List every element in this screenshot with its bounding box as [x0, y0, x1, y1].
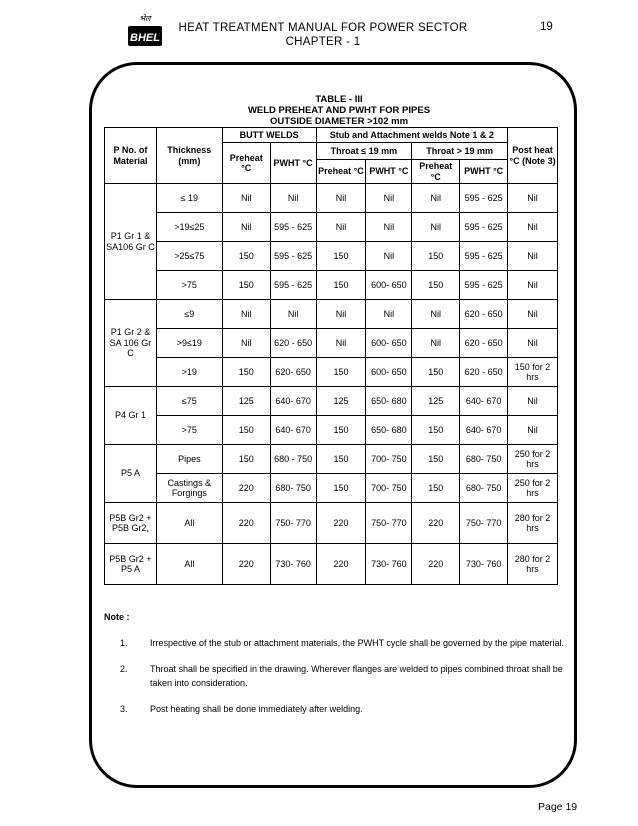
value-cell: 150	[222, 445, 270, 474]
value-cell: 600- 650	[366, 358, 412, 387]
value-cell: 620- 650	[270, 358, 316, 387]
value-cell: 650- 680	[366, 416, 412, 445]
table-row	[105, 445, 558, 474]
table-row	[105, 544, 558, 585]
material-cell: P1 Gr 1 & SA106 Gr C	[105, 184, 157, 300]
value-cell: Nil	[316, 184, 366, 213]
material-cell: P4 Gr 1	[105, 387, 157, 445]
value-cell: Nil	[508, 300, 558, 329]
value-cell: 220	[412, 503, 460, 544]
value-cell: Nil	[366, 300, 412, 329]
thickness-cell: All	[156, 544, 222, 585]
value-cell: 150	[316, 242, 366, 271]
thickness-cell: >25≤75	[156, 242, 222, 271]
footer-page-label: Page 19	[538, 801, 578, 813]
table-row	[105, 184, 558, 213]
table-row	[105, 503, 558, 544]
value-cell: 595 - 625	[460, 213, 508, 242]
value-cell: 150	[412, 474, 460, 503]
value-cell: Nil	[366, 213, 412, 242]
value-cell: 680- 750	[460, 474, 508, 503]
value-cell: 595 - 625	[270, 271, 316, 300]
table-row	[105, 213, 558, 242]
thickness-cell: ≤75	[156, 387, 222, 416]
value-cell: Nil	[222, 213, 270, 242]
value-cell: Nil	[222, 329, 270, 358]
header-title	[168, 21, 478, 49]
header-butt-preheat: Preheat °C	[222, 143, 270, 184]
value-cell: 595 - 625	[460, 271, 508, 300]
value-cell: 640- 670	[270, 387, 316, 416]
value-cell: 595 - 625	[270, 213, 316, 242]
value-cell: 595 - 625	[270, 242, 316, 271]
value-cell: 150	[222, 416, 270, 445]
thickness-cell: Pipes	[156, 445, 222, 474]
value-cell: Nil	[222, 184, 270, 213]
note-item-2	[104, 662, 574, 690]
note-number: 1.	[120, 638, 128, 648]
thickness-cell: >19	[156, 358, 222, 387]
value-cell: Nil	[222, 300, 270, 329]
value-cell: 595 - 625	[460, 184, 508, 213]
table-row	[105, 300, 558, 329]
value-cell: 220	[316, 544, 366, 585]
value-cell: 600- 650	[366, 329, 412, 358]
material-cell: P5B Gr2 + P5 A	[105, 544, 157, 585]
value-cell: 150	[316, 445, 366, 474]
header-page-number: 19	[540, 21, 553, 33]
value-cell: Nil	[316, 300, 366, 329]
header-stub-gt-preheat: Preheat °C	[412, 160, 460, 184]
thickness-cell: >9≤19	[156, 329, 222, 358]
value-cell: 150	[316, 416, 366, 445]
value-cell: Nil	[316, 329, 366, 358]
note-text: Irrespective of the stub or attachment materials, the PWHT cycle shall be governed by the pipe material.	[150, 638, 565, 648]
header-butt-pwht: PWHT °C	[270, 143, 316, 184]
header-post-heat: Post heat °C (Note 3)	[508, 128, 558, 184]
value-cell: 620 - 650	[460, 329, 508, 358]
table-row	[105, 329, 558, 358]
value-cell: Nil	[366, 184, 412, 213]
logo-text: BHEL	[130, 32, 160, 44]
value-cell: 620 - 650	[460, 300, 508, 329]
value-cell: 250 for 2 hrs	[508, 445, 558, 474]
table-row	[105, 358, 558, 387]
value-cell: Nil	[316, 213, 366, 242]
header-pno: P No. of Material	[105, 128, 157, 184]
note-text: Throat shall be specified in the drawing. Wherever flanges are welded to pipes combined throat shall be taken into consideration.	[150, 664, 563, 688]
value-cell: 220	[412, 544, 460, 585]
table-body	[105, 184, 558, 585]
value-cell: 220	[316, 503, 366, 544]
note-item-3	[104, 702, 574, 716]
value-cell: Nil	[508, 184, 558, 213]
header-title-line2: CHAPTER - 1	[285, 36, 361, 48]
thickness-cell: >75	[156, 416, 222, 445]
value-cell: Nil	[270, 300, 316, 329]
value-cell: 730- 760	[366, 544, 412, 585]
material-cell: P1 Gr 2 & SA 106 Gr C	[105, 300, 157, 387]
header-throat-le19: Throat ≤ 19 mm	[316, 143, 412, 160]
value-cell: Nil	[508, 213, 558, 242]
header-throat-gt19: Throat > 19 mm	[412, 143, 508, 160]
value-cell: 280 for 2 hrs	[508, 544, 558, 585]
value-cell: 150	[412, 358, 460, 387]
value-cell: Nil	[508, 329, 558, 358]
thickness-cell: ≤9	[156, 300, 222, 329]
value-cell: 125	[222, 387, 270, 416]
value-cell: Nil	[508, 271, 558, 300]
value-cell: 220	[222, 544, 270, 585]
value-cell: Nil	[412, 213, 460, 242]
table-title-line3: OUTSIDE DIAMETER >102 mm	[269, 116, 409, 127]
value-cell: 150	[412, 242, 460, 271]
note-number: 3.	[120, 704, 128, 714]
value-cell: 125	[316, 387, 366, 416]
header-stub-welds: Stub and Attachment welds Note 1 & 2	[316, 128, 508, 143]
header-stub-gt-pwht: PWHT °C	[460, 160, 508, 184]
value-cell: 150	[222, 242, 270, 271]
value-cell: 620 - 650	[460, 358, 508, 387]
value-cell: 640- 670	[460, 416, 508, 445]
value-cell: 220	[222, 474, 270, 503]
note-number: 2.	[120, 664, 128, 674]
value-cell: 280 for 2 hrs	[508, 503, 558, 544]
value-cell: Nil	[412, 300, 460, 329]
value-cell: 595 - 625	[460, 242, 508, 271]
header-butt-welds: BUTT WELDS	[222, 128, 316, 143]
value-cell: Nil	[366, 242, 412, 271]
company-logo	[125, 12, 165, 48]
thickness-cell: >75	[156, 271, 222, 300]
thickness-cell: >19≤25	[156, 213, 222, 242]
value-cell: 250 for 2 hrs	[508, 474, 558, 503]
value-cell: 220	[222, 503, 270, 544]
table-row	[105, 416, 558, 445]
value-cell: 150	[412, 416, 460, 445]
value-cell: Nil	[270, 184, 316, 213]
notes-section	[104, 610, 574, 716]
value-cell: 150 for 2 hrs	[508, 358, 558, 387]
value-cell: 150	[316, 358, 366, 387]
value-cell: 125	[412, 387, 460, 416]
value-cell: 700- 750	[366, 474, 412, 503]
value-cell: 680 - 750	[270, 445, 316, 474]
value-cell: 750- 770	[460, 503, 508, 544]
table-row	[105, 271, 558, 300]
value-cell: 150	[222, 358, 270, 387]
value-cell: 150	[222, 271, 270, 300]
value-cell: 730- 760	[270, 544, 316, 585]
table-title-line1: TABLE - III	[315, 94, 363, 105]
value-cell: 640- 670	[270, 416, 316, 445]
header-title-line1: HEAT TREATMENT MANUAL FOR POWER SECTOR	[178, 22, 468, 34]
table-title-line2: WELD PREHEAT AND PWHT FOR PIPES	[247, 105, 431, 116]
value-cell: 150	[412, 445, 460, 474]
thickness-cell: ≤ 19	[156, 184, 222, 213]
value-cell: 150	[316, 271, 366, 300]
value-cell: Nil	[508, 416, 558, 445]
value-cell: 680- 750	[460, 445, 508, 474]
header-stub-le-preheat: Preheat °C	[316, 160, 366, 184]
notes-heading: Note :	[104, 612, 130, 622]
logo-hindi-text: भेल	[139, 14, 151, 23]
bhel-logo-icon	[125, 12, 165, 48]
value-cell: 700- 750	[366, 445, 412, 474]
value-cell: 600- 650	[366, 271, 412, 300]
table-title	[104, 94, 574, 127]
value-cell: 650- 680	[366, 387, 412, 416]
value-cell: 150	[316, 474, 366, 503]
value-cell: 750- 770	[366, 503, 412, 544]
value-cell: 620 - 650	[270, 329, 316, 358]
value-cell: 730- 760	[460, 544, 508, 585]
value-cell: Nil	[412, 329, 460, 358]
material-cell: P5B Gr2 + P5B Gr2,	[105, 503, 157, 544]
thickness-cell: All	[156, 503, 222, 544]
value-cell: Nil	[508, 242, 558, 271]
material-cell: P5 A	[105, 445, 157, 503]
table-row	[105, 474, 558, 503]
header-thickness: Thickness (mm)	[156, 128, 222, 184]
table-row	[105, 242, 558, 271]
header-stub-le-pwht: PWHT °C	[366, 160, 412, 184]
value-cell: 680- 750	[270, 474, 316, 503]
value-cell: Nil	[508, 387, 558, 416]
value-cell: Nil	[412, 184, 460, 213]
preheat-pwht-table	[104, 127, 558, 585]
note-item-1	[104, 636, 574, 650]
table-row	[105, 387, 558, 416]
note-text: Post heating shall be done immediately after welding.	[150, 704, 363, 714]
value-cell: 750- 770	[270, 503, 316, 544]
value-cell: 150	[412, 271, 460, 300]
thickness-cell: Castings & Forgings	[156, 474, 222, 503]
value-cell: 640- 670	[460, 387, 508, 416]
